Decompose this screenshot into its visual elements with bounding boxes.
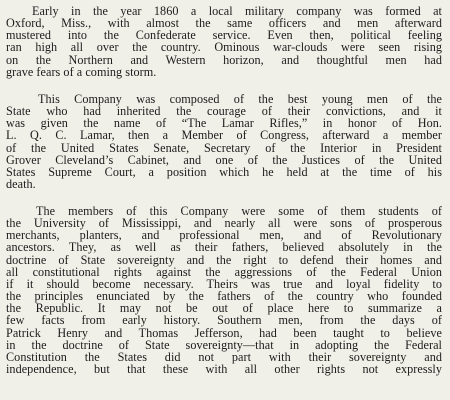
paragraph-lamar-rifles-formation xyxy=(6,5,442,78)
text-line: on the Northern and Western horizon, and thoughtful men had xyxy=(6,52,442,67)
text-line: merchants, planters, and professional men, and of Revolutionary xyxy=(6,228,442,243)
text-line: the principles enunciated by the fathers of the country who founded xyxy=(6,289,442,304)
text-line: all constitutional rights against the aggressions of the Federal Union xyxy=(6,264,442,279)
text-line: Patrick Henry and Thomas Jefferson, had been taught to believe xyxy=(6,325,442,340)
text-line: This Company was composed of the best young men of the xyxy=(38,92,442,106)
text-line: Constitution the States did not part with their sovereignty and xyxy=(6,349,442,364)
text-line: Grover Cleveland’s Cabinet, and one of the Justices of the United xyxy=(6,152,442,167)
text-line: mustered into the Confederate service. Even then, political feeling xyxy=(6,28,442,43)
text-line: L. Q. C. Lamar, then a Member of Congress, afterward a member xyxy=(6,128,442,143)
text-line: if it should become necessary. Theirs was true and loyal fidelity to xyxy=(6,276,442,291)
paragraph-company-members xyxy=(6,205,442,375)
text-line: ancestors. They, as well as their fathers, believed absolutely in the xyxy=(6,240,442,255)
text-line: Oxford, Miss., with almost the same officers and men afterward xyxy=(6,16,442,31)
paragraph-company-name xyxy=(6,93,442,190)
text-line: grave fears of a coming storm. xyxy=(6,64,157,79)
text-line: Early in the year 1860 a local military company was formed at xyxy=(32,4,442,18)
text-line: ran high all over the country. Ominous war-clouds were seen rising xyxy=(6,40,442,55)
text-line: in the doctrine of State sovereignty—that in adopting the Federal xyxy=(6,337,442,352)
text-line: few facts from early history. Southern men, from the days of xyxy=(6,313,442,328)
text-line: The members of this Company were some of them students of xyxy=(36,204,442,218)
text-line: the Republic. It may not be out of place here to summarize a xyxy=(6,301,442,316)
text-line: the University of Mississippi, and nearly all were sons of prosperous xyxy=(6,216,442,231)
text-line: State who had inherited the courage of their convictions, and it xyxy=(6,104,442,119)
text-line: independence, but that these with all other rights not expressly xyxy=(6,362,442,377)
text-line: doctrine of State sovereignty and the right to defend their homes and xyxy=(6,252,442,267)
text-line: of the United States Senate, Secretary of the Interior in President xyxy=(6,140,442,155)
text-line: States Supreme Court, a position which he held at the time of his xyxy=(6,164,442,179)
text-line: death. xyxy=(6,177,36,192)
text-line: was given the name of “The Lamar Rifles,” in honor of Hon. xyxy=(6,116,442,131)
